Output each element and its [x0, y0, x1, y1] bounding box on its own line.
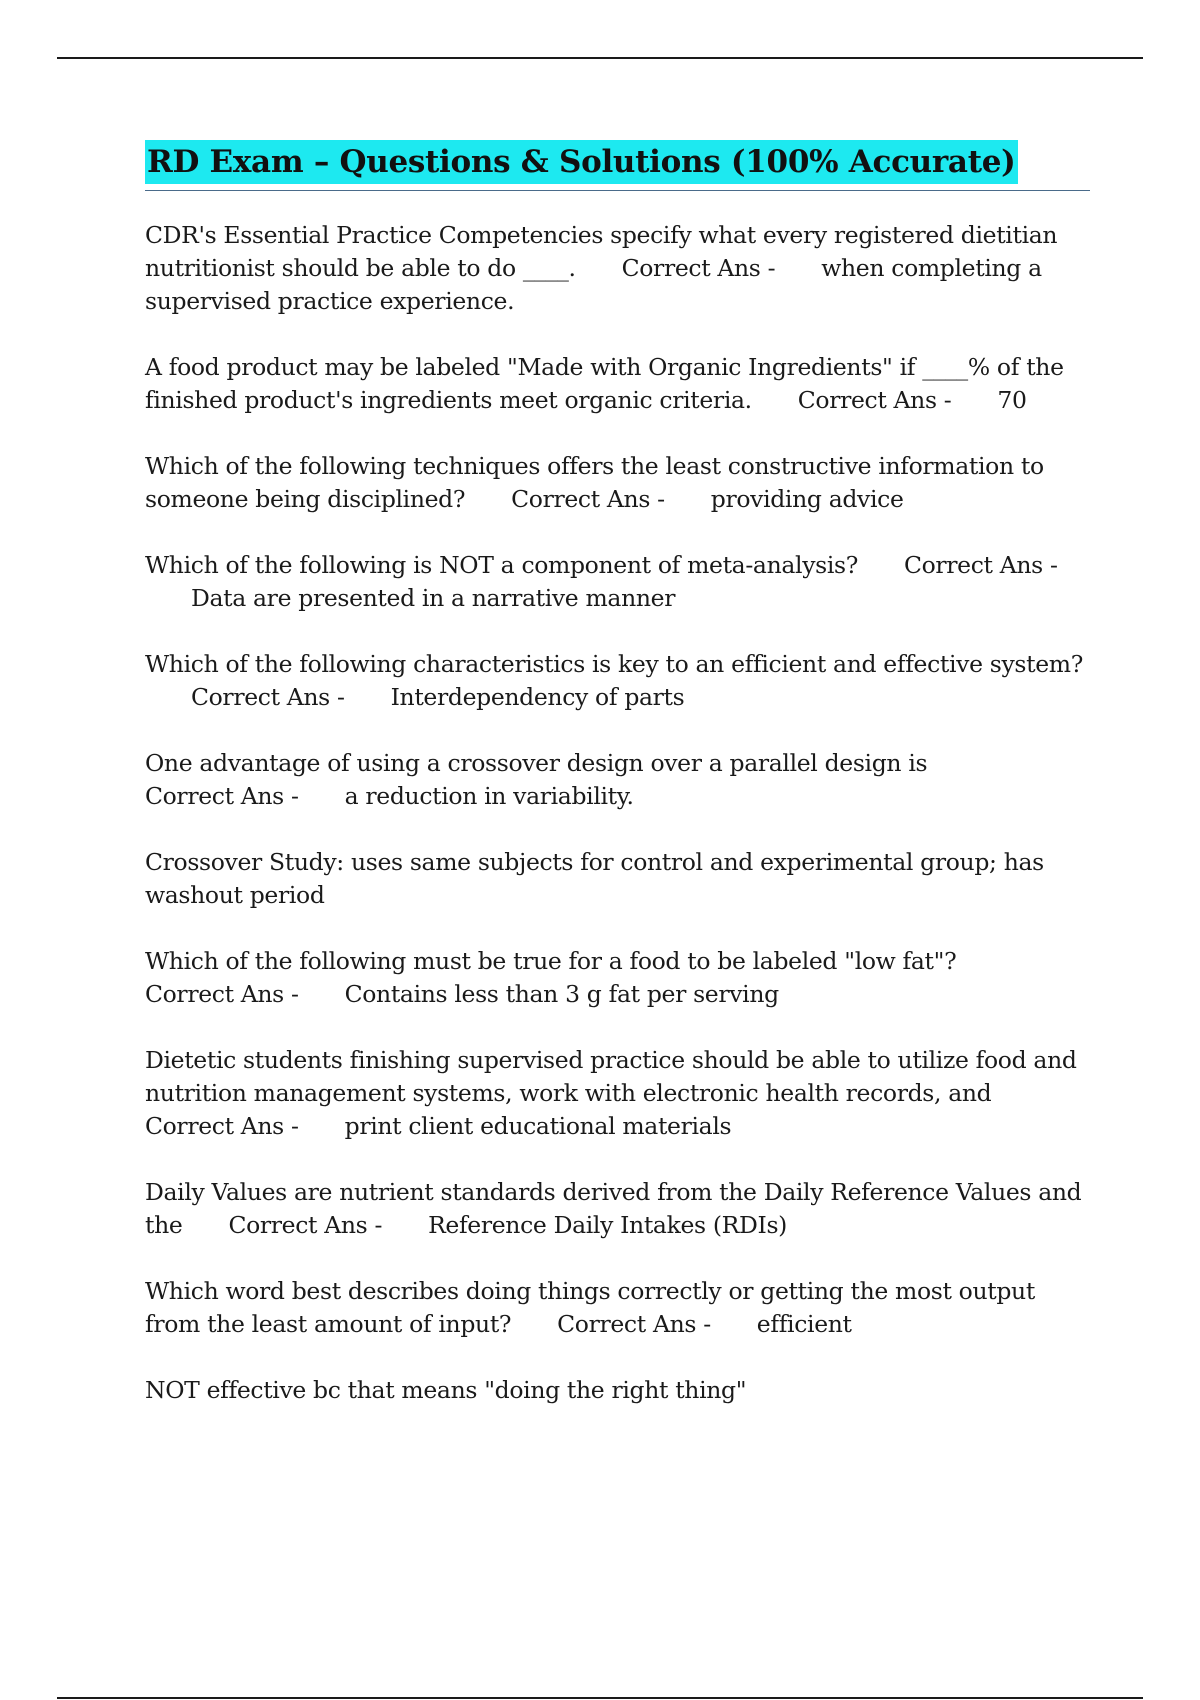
answer-dash: - — [291, 782, 299, 810]
answer-text: Contains less than 3 g fat per serving — [344, 980, 779, 1008]
answer-text: Data are presented in a narrative manner — [191, 584, 676, 612]
answer-dash: - — [337, 683, 345, 711]
footer-rule — [57, 1697, 1143, 1699]
question-text: Dietetic students finishing supervised practice should be able to utilize food and nutrition management systems, work with electronic health records, and — [145, 1046, 1077, 1107]
answer-dash: - — [703, 1310, 711, 1338]
answer-label: Correct Ans — [145, 1112, 284, 1140]
qa-item — [145, 1275, 1090, 1341]
qa-item — [145, 1044, 1090, 1143]
answer-label: Correct Ans — [191, 683, 330, 711]
page-title: RD Exam – Questions & Solutions (100% Accurate) — [145, 140, 1018, 184]
study-note: Crossover Study: uses same subjects for control and experimental group; has washout period — [145, 848, 1044, 909]
question-text: One advantage of using a crossover design over a parallel design is — [145, 749, 928, 777]
document-body — [145, 140, 1090, 1440]
answer-label: Correct Ans — [511, 485, 651, 513]
answer-text: Reference Daily Intakes (RDIs) — [428, 1211, 787, 1239]
question-text: Which of the following characteristics is key to an efficient and effective system? — [145, 650, 1083, 678]
answer-text: when completing a supervised practice experience. — [145, 254, 1042, 315]
answer-label: Correct Ans — [903, 551, 1043, 579]
answer-dash: - — [1050, 551, 1058, 579]
answer-dash: - — [767, 254, 776, 282]
question-text: Daily Values are nutrient standards derived from the Daily Reference Values and the — [145, 1178, 1082, 1239]
qa-item — [145, 351, 1090, 417]
title-block — [145, 140, 1090, 191]
qa-item — [145, 450, 1090, 516]
answer-text: efficient — [756, 1310, 852, 1338]
answer-label: Correct Ans — [621, 254, 761, 282]
answer-label: Correct Ans — [145, 782, 284, 810]
qa-item — [145, 219, 1090, 318]
question-text: Which of the following techniques offers the least constructive information to someone being disciplined? — [145, 452, 1044, 513]
answer-label: Correct Ans — [797, 386, 937, 414]
answer-label: Correct Ans — [145, 980, 284, 1008]
qa-item — [145, 945, 1090, 1011]
answer-label: Correct Ans — [228, 1211, 368, 1239]
qa-item — [145, 1176, 1090, 1242]
question-text: Which of the following must be true for a food to be labeled "low fat"? — [145, 947, 957, 975]
qa-item — [145, 549, 1090, 615]
question-text: Which of the following is NOT a component of meta-analysis? — [145, 551, 858, 579]
answer-dash: - — [374, 1211, 383, 1239]
header-rule — [57, 57, 1143, 59]
answer-dash: - — [291, 980, 299, 1008]
qa-item — [145, 648, 1090, 714]
qa-item — [145, 747, 1090, 813]
answer-dash: - — [943, 386, 952, 414]
question-text: Which word best describes doing things correctly or getting the most output from the least amount of input? — [145, 1277, 1035, 1338]
answer-dash: - — [291, 1112, 299, 1140]
study-note: NOT effective bc that means "doing the right thing" — [145, 1376, 747, 1404]
question-text: A food product may be labeled "Made with Organic Ingredients" if ____% of the finished product's ingredients meet organic criteria. — [145, 353, 1064, 414]
answer-text: 70 — [997, 386, 1027, 414]
question-text: CDR's Essential Practice Competencies specify what every registered dietitian nutritionist should be able to do ____. — [145, 221, 1058, 282]
answer-label: Correct Ans — [557, 1310, 697, 1338]
answer-text: a reduction in variability. — [344, 782, 634, 810]
answer-dash: - — [657, 485, 665, 513]
answer-text: print client educational materials — [344, 1112, 732, 1140]
answer-text: providing advice — [710, 485, 904, 513]
answer-text: Interdependency of parts — [390, 683, 685, 711]
